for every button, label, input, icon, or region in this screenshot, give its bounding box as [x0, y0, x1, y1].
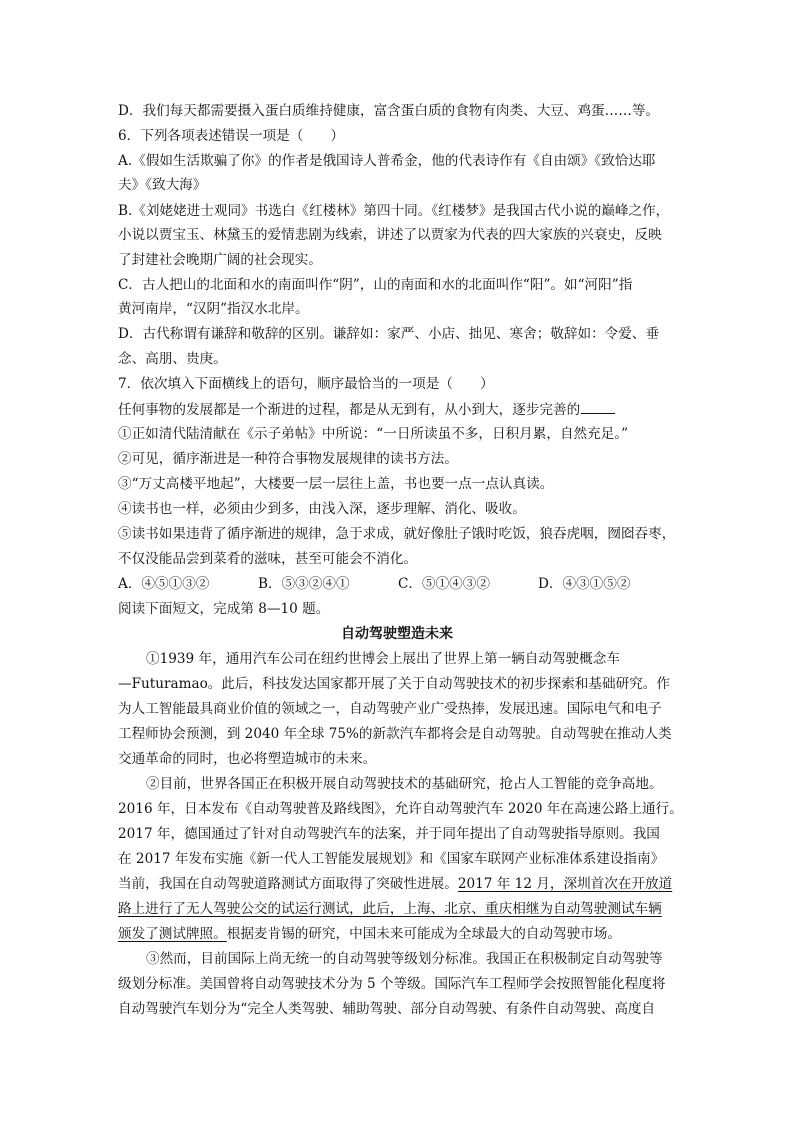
q5-option-d: D．我们每天都需要摄入蛋白质维持健康，富含蛋白质的食物有肉类、大豆、鸡蛋……等。: [118, 103, 660, 119]
q6-option-c-line1: C．古人把山的北面和水的南面叫作“阴”，山的南面和水的北面叫作“阳”。如“河阳”指: [118, 277, 633, 293]
paragraph-1-line1: ①1939 年，通用汽车公司在纽约世博会上展出了世界上第一辆自动驾驶概念车: [146, 651, 620, 667]
q7-option-d: D．④③①⑤②: [538, 576, 631, 592]
paragraph-2-line7: [118, 924, 678, 944]
q7-passage: [118, 399, 678, 420]
q7-passage-text: 任何事物的发展都是一个渐进的过程，都是从无到有，从小到大，逐步完善的: [118, 402, 581, 418]
paragraph-3-line2: 级划分标准。美国曾将自动驾驶技术分为 5 个等级。国际汽车工程师学会按照智能化程度将: [118, 976, 666, 992]
paragraph-2-line5-text: 当前，我国在自动驾驶道路测试方面取得了突破性进展。: [118, 876, 458, 892]
paragraph-2-line2: 2016 年，日本发布《自动驾驶普及路线图》，允许自动驾驶汽车 2020 年在高速公路上通行。: [118, 801, 683, 817]
q7-sentence-1: ①正如清代陆清献在《示子弟帖》中所说：“一日所读虽不多，日积月累，自然充足。”: [118, 426, 629, 442]
paragraph-1-line5: 交通革命的同时，也必将塑造城市的未来。: [118, 751, 377, 767]
q6-option-a-line1: A.《假如生活欺骗了你》的作者是俄国诗人普希金，他的代表诗作有《自由颂》《致恰达耶: [118, 153, 656, 169]
paragraph-1-line3: 为人工智能最具商业价值的领域之一，自动驾驶产业广受热捧，发展迅速。国际电气和电子: [118, 701, 662, 717]
underlined-sentence-start: 2017 年 12 月，深圳首次在开放道: [457, 876, 673, 892]
q7-sentence-5-line1: ⑤读书如果违背了循序渐进的规律，急于求成，就好像肚子饿时吃饭，狼吞虎咽，囫囵吞枣，: [118, 526, 676, 542]
fill-blank: [581, 399, 615, 414]
paragraph-3-line1: ③然而，目前国际上尚无统一的自动驾驶等级划分标准。我国正在积极制定自动驾驶等: [146, 951, 663, 967]
q7-sentence-4: ④读书也一样，必须由少到多，由浅入深，逐步理解、消化、吸收。: [118, 501, 526, 517]
q7-option-a: A．④⑤①③②: [118, 576, 210, 592]
paragraph-3-line3: 自动驾驶汽车划分为“完全人类驾驶、辅助驾驶、部分自动驾驶、有条件自动驾驶、高度自: [118, 1001, 656, 1017]
q7-sentence-3: ③“万丈高楼平地起”，大楼要一层一层往上盖，书也要一点一点认真读。: [118, 476, 554, 492]
paragraph-2-line7-text: 根据麦肯锡的研究，中国未来可能成为全球最大的自动驾驶市场。: [226, 926, 621, 942]
q6-option-d-line1: D．古代称谓有谦辞和敬辞的区别。谦辞如：家严、小店、拙见、寒舍；敬辞如：令爱、垂: [118, 326, 660, 342]
q6-option-d-line2: 念、高朋、贵庚。: [118, 351, 227, 367]
paragraph-1-line4: 工程师协会预测，到 2040 年全球 75%的新款汽车都将会是自动驾驶。自动驾驶在推动人类: [118, 726, 672, 742]
q7-option-b: B．⑤③②④①: [258, 576, 350, 592]
paragraph-1-line2: —Futuramao。此后，科技发达国家都开展了关于自动驾驶技术的初步探索和基础研究。作: [118, 676, 670, 692]
q6-option-b-line1: B.《刘姥姥进士观同》书选白《红楼林》第四十同。《红楼梦》是我国古代小说的巅峰之作，: [118, 203, 670, 219]
underlined-sentence-middle: 路上进行了无人驾驶公交的试运行测试，此后，上海、北京、重庆相继为自动驾驶测试车辆: [118, 901, 662, 917]
q6-option-b-line2: 小说以贾宝玉、林黛玉的爱情悲剧为线索，讲述了以贾家为代表的四大家族的兴衰史，反映: [118, 227, 662, 243]
q6-option-b-line3: 了封建社会晚期广阔的社会现实。: [118, 252, 322, 268]
underlined-sentence-end: 颁发了测试牌照。: [118, 926, 227, 942]
q6-option-a-line2: 夫》《致大海》: [118, 177, 207, 193]
article-title: 自动驾驶塑造未来: [341, 626, 453, 642]
reading-instruction: 阅读下面短文，完成第 8—10 题。: [118, 601, 330, 617]
paragraph-2-line1: ②目前，世界各国正在积极开展自动驾驶技术的基础研究，抢占人工智能的竞争高地。: [146, 776, 663, 792]
q6-option-c-line2: 黄河南岸，“汉阴”指汉水北岸。: [118, 301, 309, 317]
q6-stem: 6．下列各项表述错误一项是（ ）: [118, 128, 345, 144]
paragraph-2-line3: 2017 年，德国通过了针对自动驾驶汽车的法案，并于同年提出了自动驾驶指导原则。我国: [118, 826, 660, 842]
q7-options: [118, 574, 678, 594]
paragraph-2-line6: [118, 899, 678, 919]
q7-sentence-2: ②可见，循序渐进是一种符合事物发展规律的读书方法。: [118, 451, 458, 467]
paragraph-2-line4: 在 2017 年发布实施《新一代人工智能发展规划》和《国家车联网产业标准体系建设指南》: [118, 851, 665, 867]
paragraph-2-line5: [118, 874, 678, 894]
q7-option-c: C．⑤①④③②: [398, 576, 490, 592]
q7-stem: 7．依次填入下面横线上的语句，顺序最恰当的一项是（ ）: [118, 376, 494, 392]
q7-sentence-5-line2: 不仅没能品尝到菜肴的滋味，甚至可能会不消化。: [118, 551, 418, 567]
